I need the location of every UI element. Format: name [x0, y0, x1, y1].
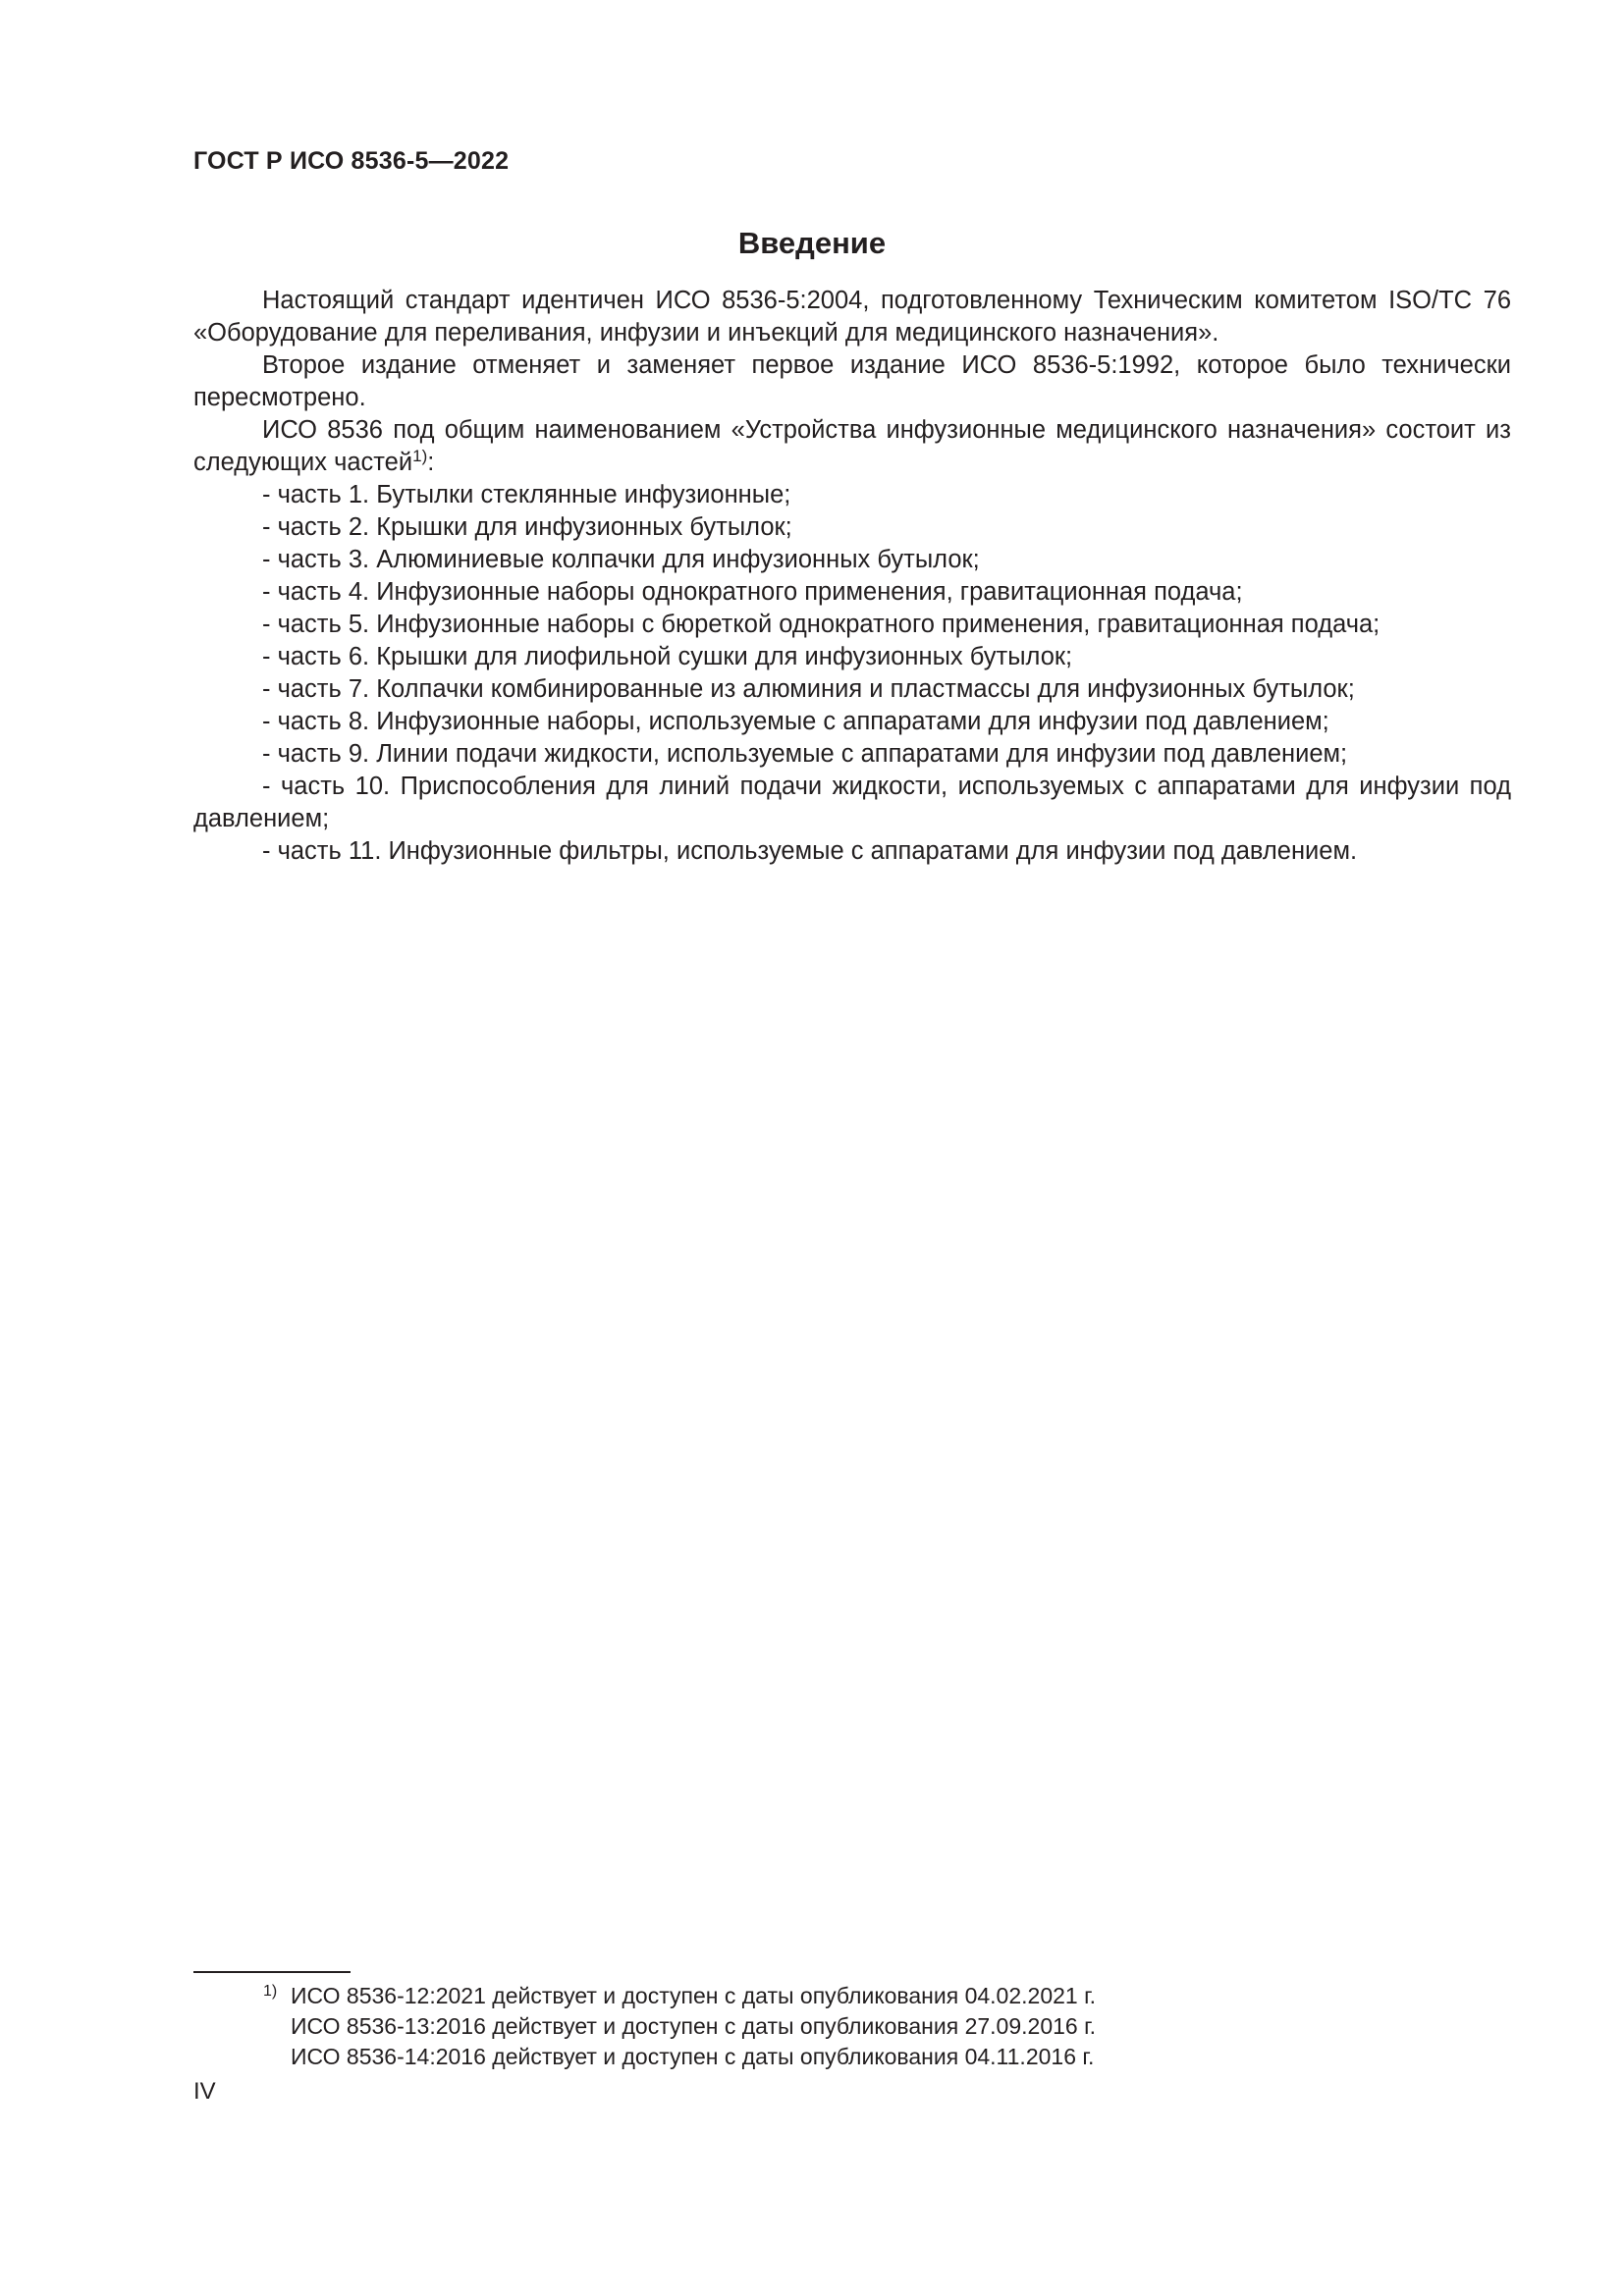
list-item: - часть 8. Инфузионные наборы, используемые с аппаратами для инфузии под давлением;	[262, 708, 1329, 735]
footnote-block	[263, 1981, 1096, 2072]
footnote-line	[263, 2011, 1096, 2042]
paragraph-identity: Настоящий стандарт идентичен ИСО 8536-5:2004, подготовленному Техническим комитетом ISO/TC 76 «Оборудование для переливания, инфузии и инъекций для медицинского назначения».	[193, 287, 1511, 347]
footnote-line	[263, 2042, 1096, 2072]
introduction-body	[193, 285, 1511, 868]
paragraph-series-tail: :	[427, 449, 435, 476]
footnote-divider	[193, 1971, 351, 1973]
list-item: - часть 6. Крышки для лиофильной сушки для инфузионных бутылок;	[262, 643, 1073, 670]
list-item: - часть 9. Линии подачи жидкости, используемые с аппаратами для инфузии под давлением;	[262, 740, 1348, 768]
footnote-line: 1) ИСО 8536-12:2021 действует и доступен с даты опубликования 04.02.2021 г.	[263, 1983, 1097, 2008]
footnote-text: ИСО 8536-13:2016 действует и доступен с даты опубликования 27.09.2016 г.	[291, 2013, 1097, 2039]
list-item: - часть 2. Крышки для инфузионных бутылок;	[262, 513, 792, 541]
list-item: - часть 10. Приспособления для линий подачи жидкости, используемых с аппаратами для инфузии под давлением;	[193, 773, 1511, 832]
footnote-reference: 1)	[412, 447, 428, 465]
footnote-text: ИСО 8536-14:2016 действует и доступен с даты опубликования 04.11.2016 г.	[291, 2044, 1095, 2069]
paragraph-series	[193, 414, 1511, 479]
page-number: IV	[193, 2078, 216, 2105]
footnote-text: ИСО 8536-12:2021 действует и доступен с даты опубликования 04.02.2021 г.	[291, 1983, 1097, 2008]
paragraph-edition: Второе издание отменяет и заменяет первое издание ИСО 8536-5:1992, которое было технически пересмотрено.	[193, 351, 1511, 411]
document-code: ГОСТ Р ИСО 8536-5—2022	[193, 147, 510, 175]
list-item: - часть 5. Инфузионные наборы с бюреткой однократного применения, гравитационная подача;	[262, 611, 1380, 638]
parts-list	[193, 479, 1511, 868]
section-title: Введение	[737, 226, 887, 260]
list-item: - часть 11. Инфузионные фильтры, используемые с аппаратами для инфузии под давлением.	[262, 837, 1358, 865]
paragraph-series-text: ИСО 8536 под общим наименованием «Устройства инфузионные медицинского назначения» состоит из следующих частей	[193, 416, 1511, 476]
list-item: - часть 4. Инфузионные наборы однократного применения, гравитационная подача;	[262, 578, 1243, 606]
list-item: - часть 1. Бутылки стеклянные инфузионные;	[262, 481, 791, 508]
list-item: - часть 7. Колпачки комбинированные из алюминия и пластмассы для инфузионных бутылок;	[262, 675, 1355, 703]
list-item: - часть 3. Алюминиевые колпачки для инфузионных бутылок;	[262, 546, 980, 573]
